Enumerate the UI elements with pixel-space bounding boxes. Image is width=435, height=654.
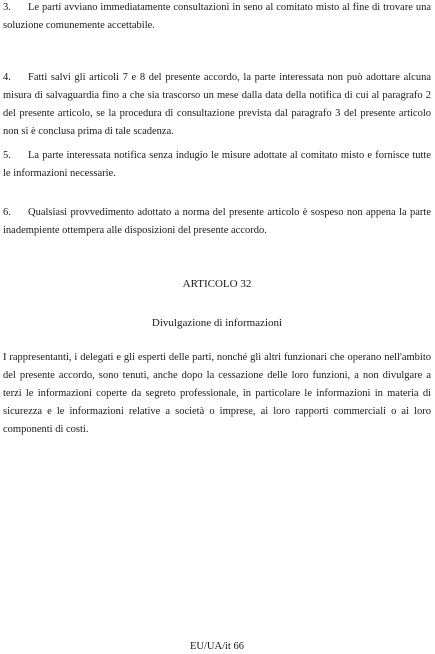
paragraph-6 xyxy=(3,204,431,240)
paragraph-text: La parte interessata notifica senza indugio le misure adottate al comitato misto e fornisce tutte le informazioni necessarie. xyxy=(3,150,431,179)
paragraph-text: Qualsiasi provvedimento adottato a norma del presente articolo è sospeso non appena la parte inadempiente ottempera alle disposizioni del presente accordo. xyxy=(3,207,431,236)
paragraph-number: 4. xyxy=(3,72,11,83)
paragraph-5 xyxy=(3,147,431,183)
paragraph-3 xyxy=(3,0,431,35)
paragraph-number: 5. xyxy=(3,150,11,161)
paragraph-number: 6. xyxy=(3,207,11,218)
paragraph-text: Le parti avviano immediatamente consultazioni in seno al comitato misto al fine di trovare una soluzione comunemente accettabile. xyxy=(3,2,431,31)
paragraph-text: Fatti salvi gli articoli 7 e 8 del presente accordo, la parte interessata non può adottare alcuna misura di salvaguardia fino a che sia trascorso un mese dalla data della notifica di cui al paragrafo 2 del presente articolo, se la procedura di consultazione prevista dal paragrafo 3 del presente articolo non si è conclusa prima di tale scadenza. xyxy=(3,72,431,137)
paragraph-4 xyxy=(3,69,431,141)
page-footer-reference: EU/UA/it 66 xyxy=(190,641,244,652)
paragraph-number: 3. xyxy=(3,2,11,13)
article-title: ARTICOLO 32 xyxy=(182,278,252,290)
article-body: I rappresentanti, i delegati e gli esperti delle parti, nonché gli altri funzionari che operano nell'ambito del presente accordo, sono tenuti, anche dopo la cessazione delle loro funzioni, a non divulgare a terzi le informazioni coperte da segreto professionale, in particolare le informazioni in materia di sicurezza e le informazioni relative a società o imprese, ai loro rapporti commerciali o ai loro componenti di costi. xyxy=(3,352,431,435)
article-subtitle: Divulgazione di informazioni xyxy=(151,317,283,329)
